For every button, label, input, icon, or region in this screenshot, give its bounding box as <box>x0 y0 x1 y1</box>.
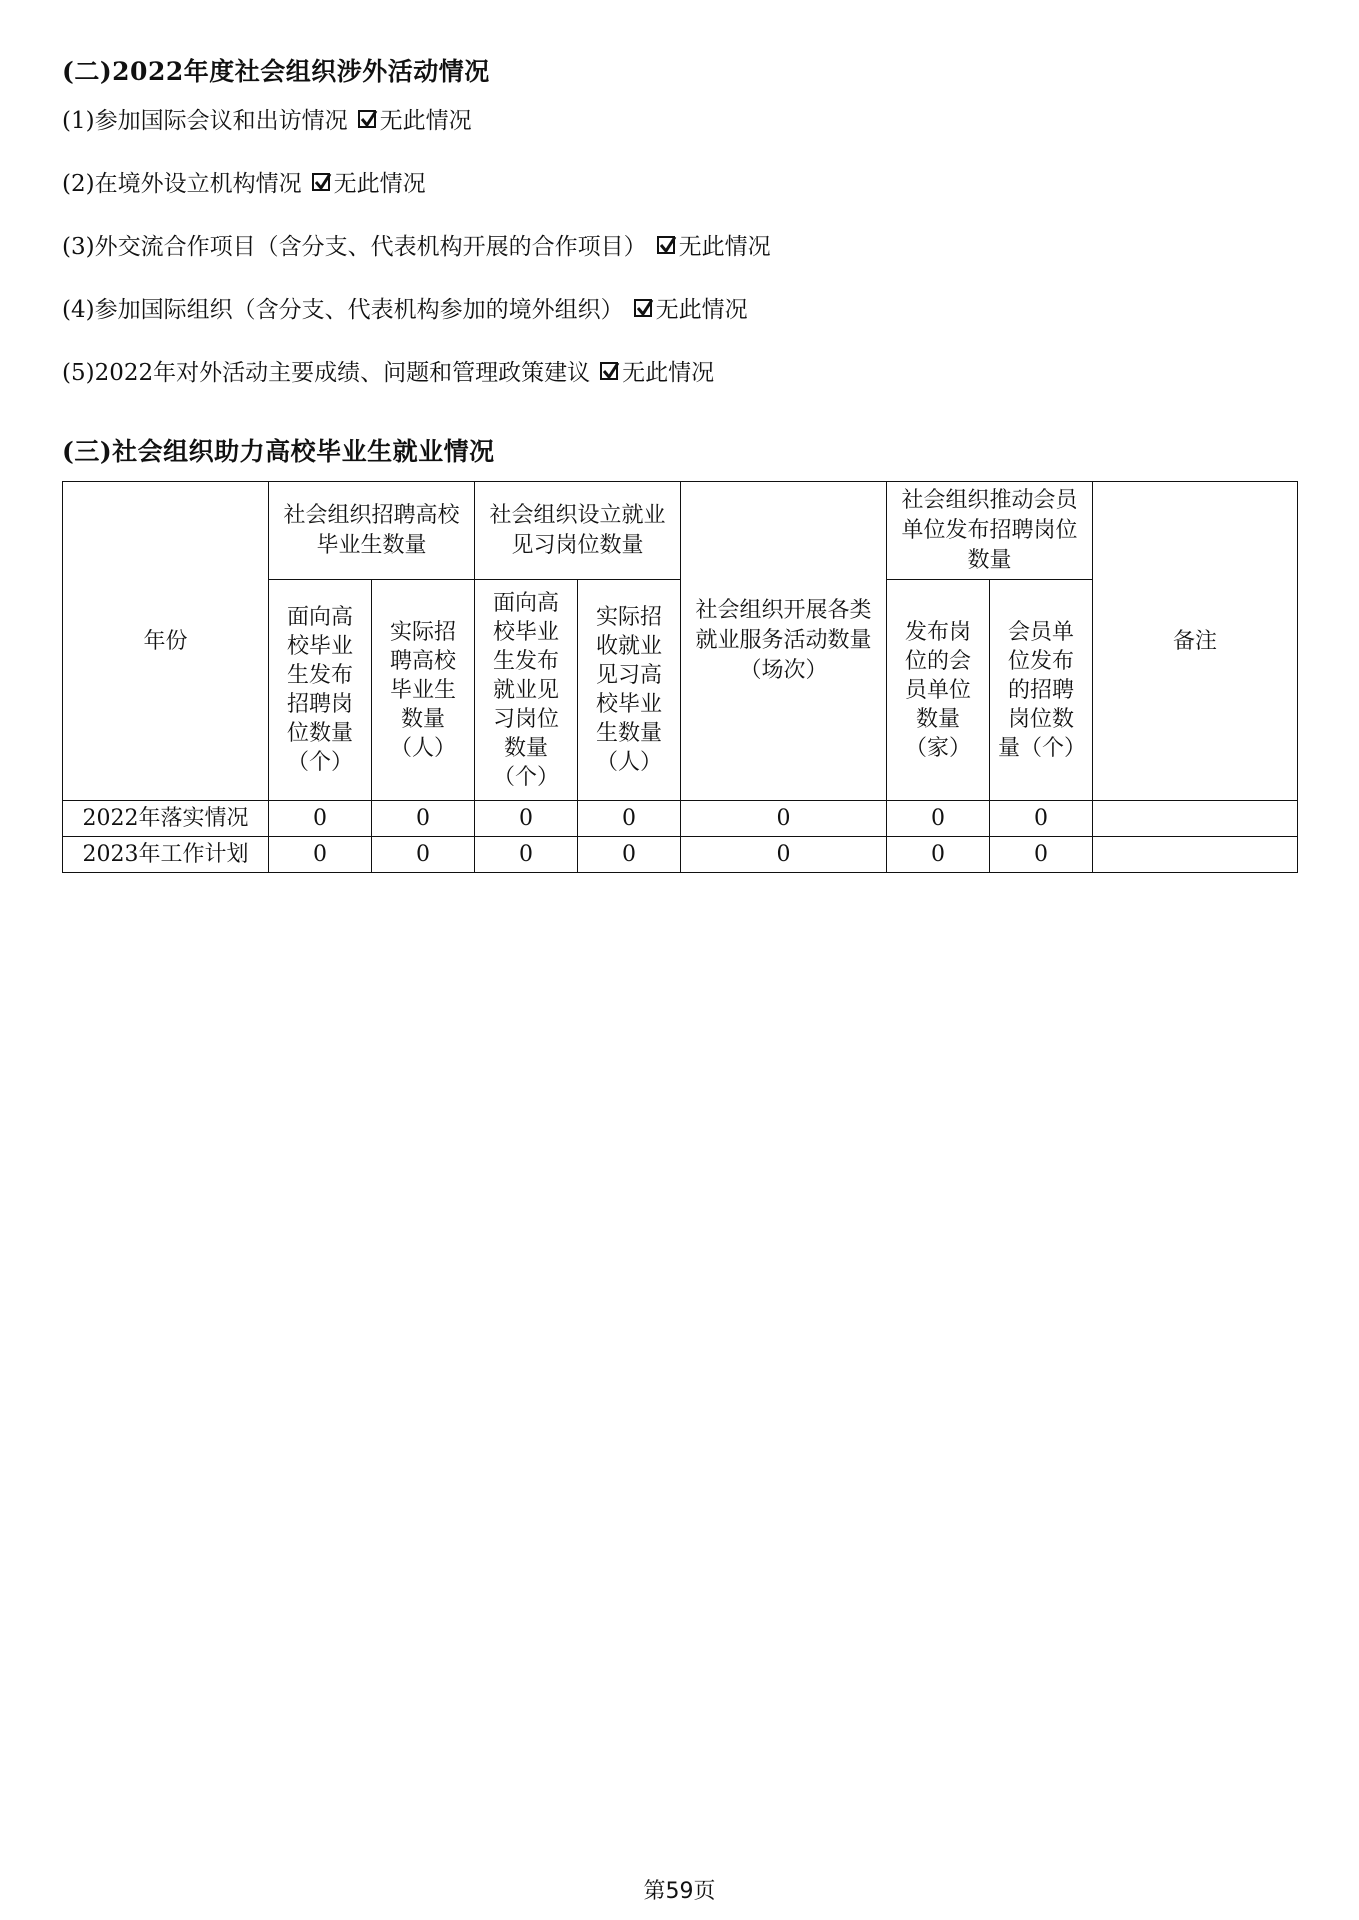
cell: 0 <box>269 837 372 873</box>
cell-remark <box>1093 837 1298 873</box>
header-internship-hired: 实际招收就业见习高校毕业生数量（人） <box>578 580 681 801</box>
item-4 <box>62 291 748 324</box>
cell: 0 <box>269 801 372 837</box>
cell: 0 <box>578 801 681 837</box>
header-group-recruit: 社会组织招聘高校毕业生数量 <box>269 482 475 580</box>
checkmark-icon <box>601 361 621 381</box>
item-2 <box>62 165 426 198</box>
item-5-label: (5)2022年对外活动主要成绩、问题和管理政策建议 <box>62 360 591 386</box>
checkmark-icon <box>658 235 678 255</box>
item-3 <box>62 228 771 261</box>
header-group-members: 社会组织推动会员单位发布招聘岗位数量 <box>887 482 1093 580</box>
header-group-internship: 社会组织设立就业见习岗位数量 <box>475 482 681 580</box>
checkbox-item-5[interactable] <box>600 362 618 380</box>
cell: 0 <box>475 837 578 873</box>
cell: 0 <box>990 837 1093 873</box>
table-row <box>63 837 1298 873</box>
cell: 0 <box>372 801 475 837</box>
item-2-option: 无此情况 <box>333 171 426 197</box>
cell: 0 <box>681 801 887 837</box>
cell: 0 <box>887 837 990 873</box>
section2-title: (二)2022年度社会组织涉外活动情况 <box>62 57 490 86</box>
header-year: 年份 <box>63 482 269 801</box>
cell: 0 <box>887 801 990 837</box>
cell: 0 <box>475 801 578 837</box>
item-5 <box>62 354 714 387</box>
item-3-label: (3)外交流合作项目（含分支、代表机构开展的合作项目） <box>62 234 647 260</box>
checkmark-icon <box>313 172 333 192</box>
checkmark-icon <box>359 109 379 129</box>
table-row <box>63 801 1298 837</box>
item-2-label: (2)在境外设立机构情况 <box>62 171 302 197</box>
checkbox-item-1[interactable] <box>358 110 376 128</box>
employment-table <box>62 481 1298 873</box>
header-member-posts: 会员单位发布的招聘岗位数量（个） <box>990 580 1093 801</box>
item-4-label: (4)参加国际组织（含分支、代表机构参加的境外组织） <box>62 297 624 323</box>
item-3-option: 无此情况 <box>678 234 771 260</box>
header-internship-posts: 面向高校毕业生发布就业见习岗位数量（个） <box>475 580 578 801</box>
row-label: 2023年工作计划 <box>63 837 269 873</box>
header-member-units: 发布岗位的会员单位数量（家） <box>887 580 990 801</box>
header-recruit-hired: 实际招聘高校毕业生数量（人） <box>372 580 475 801</box>
cell: 0 <box>990 801 1093 837</box>
cell: 0 <box>372 837 475 873</box>
row-label: 2022年落实情况 <box>63 801 269 837</box>
item-5-option: 无此情况 <box>622 360 715 386</box>
item-1 <box>62 102 472 135</box>
checkbox-item-3[interactable] <box>657 236 675 254</box>
cell: 0 <box>578 837 681 873</box>
section3-title: (三)社会组织助力高校毕业生就业情况 <box>62 437 495 466</box>
item-1-option: 无此情况 <box>379 108 472 134</box>
page-number: 第59页 <box>643 1879 716 1904</box>
checkmark-icon <box>635 298 655 318</box>
header-recruit-posts: 面向高校毕业生发布招聘岗位数量（个） <box>269 580 372 801</box>
checkbox-item-2[interactable] <box>312 173 330 191</box>
cell-remark <box>1093 801 1298 837</box>
header-activities: 社会组织开展各类就业服务活动数量（场次） <box>681 482 887 801</box>
checkbox-item-4[interactable] <box>634 299 652 317</box>
cell: 0 <box>681 837 887 873</box>
item-4-option: 无此情况 <box>655 297 748 323</box>
header-remark: 备注 <box>1093 482 1298 801</box>
item-1-label: (1)参加国际会议和出访情况 <box>62 108 348 134</box>
